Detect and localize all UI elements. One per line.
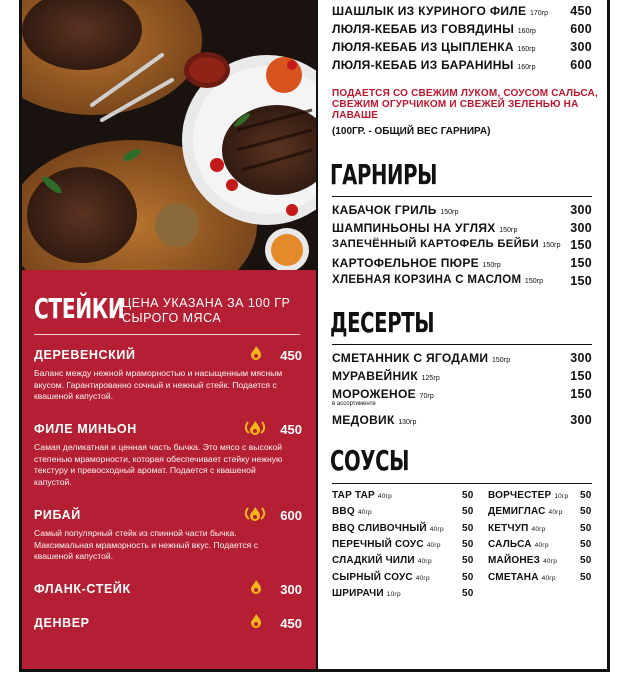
sauce-weight: 40гр bbox=[417, 558, 432, 566]
item-price: 300 bbox=[570, 40, 592, 54]
menu-item bbox=[332, 4, 592, 18]
menu-item bbox=[332, 413, 592, 427]
sauces-title: СОУСЫ bbox=[330, 444, 410, 477]
item-weight: 150гр bbox=[482, 262, 501, 269]
item-weight: 160гр bbox=[517, 46, 536, 53]
item-price: 150 bbox=[570, 369, 592, 383]
item-weight: 150гр bbox=[499, 227, 518, 234]
sauce-item bbox=[488, 555, 557, 566]
sauce-price: 50 bbox=[462, 538, 474, 550]
item-price: 300 bbox=[570, 413, 592, 427]
item-price: 150 bbox=[570, 274, 592, 288]
sauce-item bbox=[332, 572, 430, 583]
steaks-section bbox=[22, 270, 316, 669]
menu-item bbox=[332, 40, 592, 54]
steak-item bbox=[34, 348, 302, 403]
menu-item bbox=[332, 58, 592, 72]
divider bbox=[332, 483, 592, 484]
sauce-name: МАЙОНЕЗ bbox=[488, 555, 541, 567]
steak-price: 600 bbox=[280, 508, 302, 523]
menu-item bbox=[332, 203, 592, 217]
item-price: 300 bbox=[570, 221, 592, 235]
sauce-name: BBQ bbox=[332, 506, 355, 518]
sauce-name: СЫРНЫЙ СОУС bbox=[332, 571, 413, 583]
divider bbox=[332, 196, 592, 197]
steak-name: ФЛАНК-СТЕЙК bbox=[34, 582, 131, 596]
sauce-weight: 40гр bbox=[377, 493, 392, 500]
sauce-price: 50 bbox=[462, 555, 474, 567]
menu-frame bbox=[19, 0, 610, 672]
steak-name: ДЕРЕВЕНСКИЙ bbox=[34, 348, 136, 362]
menu-item bbox=[332, 387, 592, 401]
menu-item bbox=[332, 256, 592, 270]
item-name: ШАШЛЫК ИЗ КУРИНОГО ФИЛЕ bbox=[332, 4, 527, 18]
sauce-weight: 40гр bbox=[531, 525, 546, 533]
item-price: 300 bbox=[570, 351, 592, 365]
sauce-weight: 40гр bbox=[429, 525, 444, 533]
sauce-weight: 40гр bbox=[357, 509, 372, 517]
sauce-item bbox=[488, 523, 546, 534]
sauce-price: 50 bbox=[462, 587, 474, 599]
flame-icon bbox=[250, 346, 262, 365]
sauce-price: 50 bbox=[580, 490, 592, 501]
item-weight: 150гр bbox=[440, 209, 459, 216]
garnish-weight-note: (100ГР. - ОБЩИЙ ВЕС ГАРНИРА) bbox=[332, 126, 491, 137]
item-name: СМЕТАННИК С ЯГОДАМИ bbox=[332, 351, 489, 365]
sauce-item bbox=[332, 506, 372, 517]
item-price: 300 bbox=[570, 203, 592, 217]
item-weight: 70гр bbox=[419, 393, 434, 400]
sauce-weight: 40гр bbox=[534, 541, 549, 549]
sauce-item bbox=[332, 588, 401, 599]
steak-description: Баланс между нежной мраморностью и насыщенным мясным вкусом. Гарантированно сочный и нежный стейк. Подается с квашеной капустой. bbox=[34, 368, 283, 401]
item-name: ЛЮЛЯ-КЕБАБ ИЗ БАРАНИНЫ bbox=[332, 58, 514, 72]
sauce-item bbox=[332, 555, 432, 566]
sauce-weight: 10гр bbox=[554, 493, 569, 500]
steak-item bbox=[34, 422, 302, 488]
item-price: 150 bbox=[570, 256, 592, 270]
double-flame-icon bbox=[244, 420, 266, 441]
sauce-weight: 40гр bbox=[426, 541, 441, 549]
sauce-price: 50 bbox=[580, 506, 592, 518]
desserts-title: ДЕСЕРТЫ bbox=[330, 306, 435, 339]
sauce-price: 50 bbox=[462, 571, 474, 583]
sauce-price: 50 bbox=[462, 506, 474, 518]
sauce-name: ВОРЧЕСТЕР bbox=[488, 490, 552, 501]
item-weight: 150гр bbox=[524, 278, 544, 285]
item-name: МУРАВЕЙНИК bbox=[332, 369, 418, 383]
item-name: ШАМПИНЬОНЫ НА УГЛЯХ bbox=[332, 221, 496, 235]
steak-description: Самая деликатная и ценная часть бычка. Это мясо с высокой степенью мраморности, которая обеспечивает стейку нежную текстуру и превосходный аромат. Подается с квашеной капустой. bbox=[34, 442, 283, 487]
sauce-item bbox=[332, 490, 392, 501]
sauce-item bbox=[488, 572, 556, 583]
divider bbox=[34, 334, 300, 335]
item-weight: 150гр bbox=[542, 242, 561, 249]
sauce-price: 50 bbox=[462, 490, 474, 501]
steaks-title: СТЕЙКИ bbox=[34, 292, 125, 325]
steak-item bbox=[34, 508, 302, 563]
sauce-name: ТАР ТАР bbox=[332, 490, 375, 501]
flame-icon bbox=[250, 614, 262, 633]
kebab-serving-note: ПОДАЕТСЯ СО СВЕЖИМ ЛУКОМ, СОУСОМ САЛЬСА, СВЕЖИМ ОГУРЧИКОМ И СВЕЖЕЙ ЗЕЛЕНЬЮ НА ЛАВАШЕ bbox=[332, 88, 598, 121]
item-price: 600 bbox=[570, 22, 592, 36]
steak-item bbox=[34, 616, 302, 630]
menu-item bbox=[332, 221, 592, 235]
steak-name: ФИЛЕ МИНЬОН bbox=[34, 422, 137, 436]
sauce-name: ДЕМИГЛАС bbox=[488, 506, 546, 518]
double-flame-icon bbox=[244, 506, 266, 527]
item-price: 450 bbox=[570, 4, 592, 18]
sauce-item bbox=[332, 523, 444, 534]
menu-item bbox=[332, 351, 592, 365]
menu-item bbox=[332, 369, 592, 383]
icecream-note: в ассортименте bbox=[332, 401, 376, 407]
steak-price: 450 bbox=[280, 616, 302, 631]
garnish-title: ГАРНИРЫ bbox=[330, 158, 438, 191]
sauce-price: 50 bbox=[580, 555, 592, 567]
steak-name: РИБАЙ bbox=[34, 508, 81, 522]
steak-price: 300 bbox=[280, 582, 302, 597]
steak-description: Самый популярный стейк из спинной части бычка. Максимальная мраморность и нежный вкус. Подается с квашеной капустой. bbox=[34, 528, 258, 561]
item-price: 600 bbox=[570, 58, 592, 72]
item-price: 150 bbox=[570, 238, 592, 252]
item-name: ЛЮЛЯ-КЕБАБ ИЗ ЦЫПЛЕНКА bbox=[332, 40, 514, 54]
sauce-item bbox=[332, 539, 441, 550]
item-weight: 160гр bbox=[517, 28, 536, 35]
item-weight: 150гр bbox=[492, 357, 511, 364]
item-weight: 125гр bbox=[421, 375, 440, 382]
sauce-weight: 40гр bbox=[541, 574, 556, 582]
divider bbox=[332, 344, 592, 345]
menu-item bbox=[332, 274, 592, 286]
steaks-subtitle: ЦЕНА УКАЗАНА ЗА 100 ГР СЫРОГО МЯСА bbox=[122, 296, 291, 325]
steak-item bbox=[34, 582, 302, 596]
flame-icon bbox=[250, 580, 262, 599]
sauce-name: ПЕРЕЧНЫЙ СОУС bbox=[332, 538, 424, 550]
menu-item bbox=[332, 22, 592, 36]
food-photo bbox=[22, 0, 316, 270]
sauce-name: BBQ СЛИВОЧНЫЙ bbox=[332, 522, 427, 534]
item-name: МОРОЖЕНОЕ bbox=[332, 387, 416, 401]
sauce-price: 50 bbox=[580, 571, 592, 583]
sauce-item bbox=[488, 506, 563, 517]
steak-price: 450 bbox=[280, 422, 302, 437]
sauce-name: ШРИРАЧИ bbox=[332, 587, 384, 599]
item-name: КАРТОФЕЛЬНОЕ ПЮРЕ bbox=[332, 256, 479, 270]
steak-name: ДЕНВЕР bbox=[34, 616, 90, 630]
sauce-item bbox=[488, 490, 568, 501]
sauce-price: 50 bbox=[462, 522, 474, 534]
right-column bbox=[316, 0, 610, 669]
sauce-name: КЕТЧУП bbox=[488, 522, 529, 534]
item-price: 150 bbox=[570, 387, 592, 401]
sauce-price: 50 bbox=[580, 522, 592, 534]
sauce-name: СМЕТАНА bbox=[488, 571, 539, 583]
sauce-name: СЛАДКИЙ ЧИЛИ bbox=[332, 555, 415, 567]
item-weight: 130гр bbox=[398, 419, 417, 426]
item-name: ХЛЕБНАЯ КОРЗИНА С МАСЛОМ bbox=[332, 274, 522, 286]
item-weight: 170гр bbox=[529, 10, 549, 17]
sauce-name: САЛЬСА bbox=[488, 538, 532, 550]
sauce-weight: 40гр bbox=[543, 558, 558, 566]
item-name: ЛЮЛЯ-КЕБАБ ИЗ ГОВЯДИНЫ bbox=[332, 22, 515, 36]
item-weight: 160гр bbox=[517, 64, 536, 71]
sauce-weight: 40гр bbox=[415, 574, 430, 582]
menu-item bbox=[332, 238, 592, 250]
item-name: МЕДОВИК bbox=[332, 413, 395, 427]
left-column bbox=[22, 0, 316, 669]
sauce-weight: 40гр bbox=[548, 509, 563, 517]
sauce-item bbox=[488, 539, 549, 550]
sauce-price: 50 bbox=[580, 538, 592, 550]
steak-price: 450 bbox=[280, 348, 302, 363]
item-name: ЗАПЕЧЁННЫЙ КАРТОФЕЛЬ БЕЙБИ bbox=[332, 238, 539, 250]
sauce-weight: 10гр bbox=[386, 590, 401, 598]
item-name: КАБАЧОК ГРИЛЬ bbox=[332, 203, 437, 217]
